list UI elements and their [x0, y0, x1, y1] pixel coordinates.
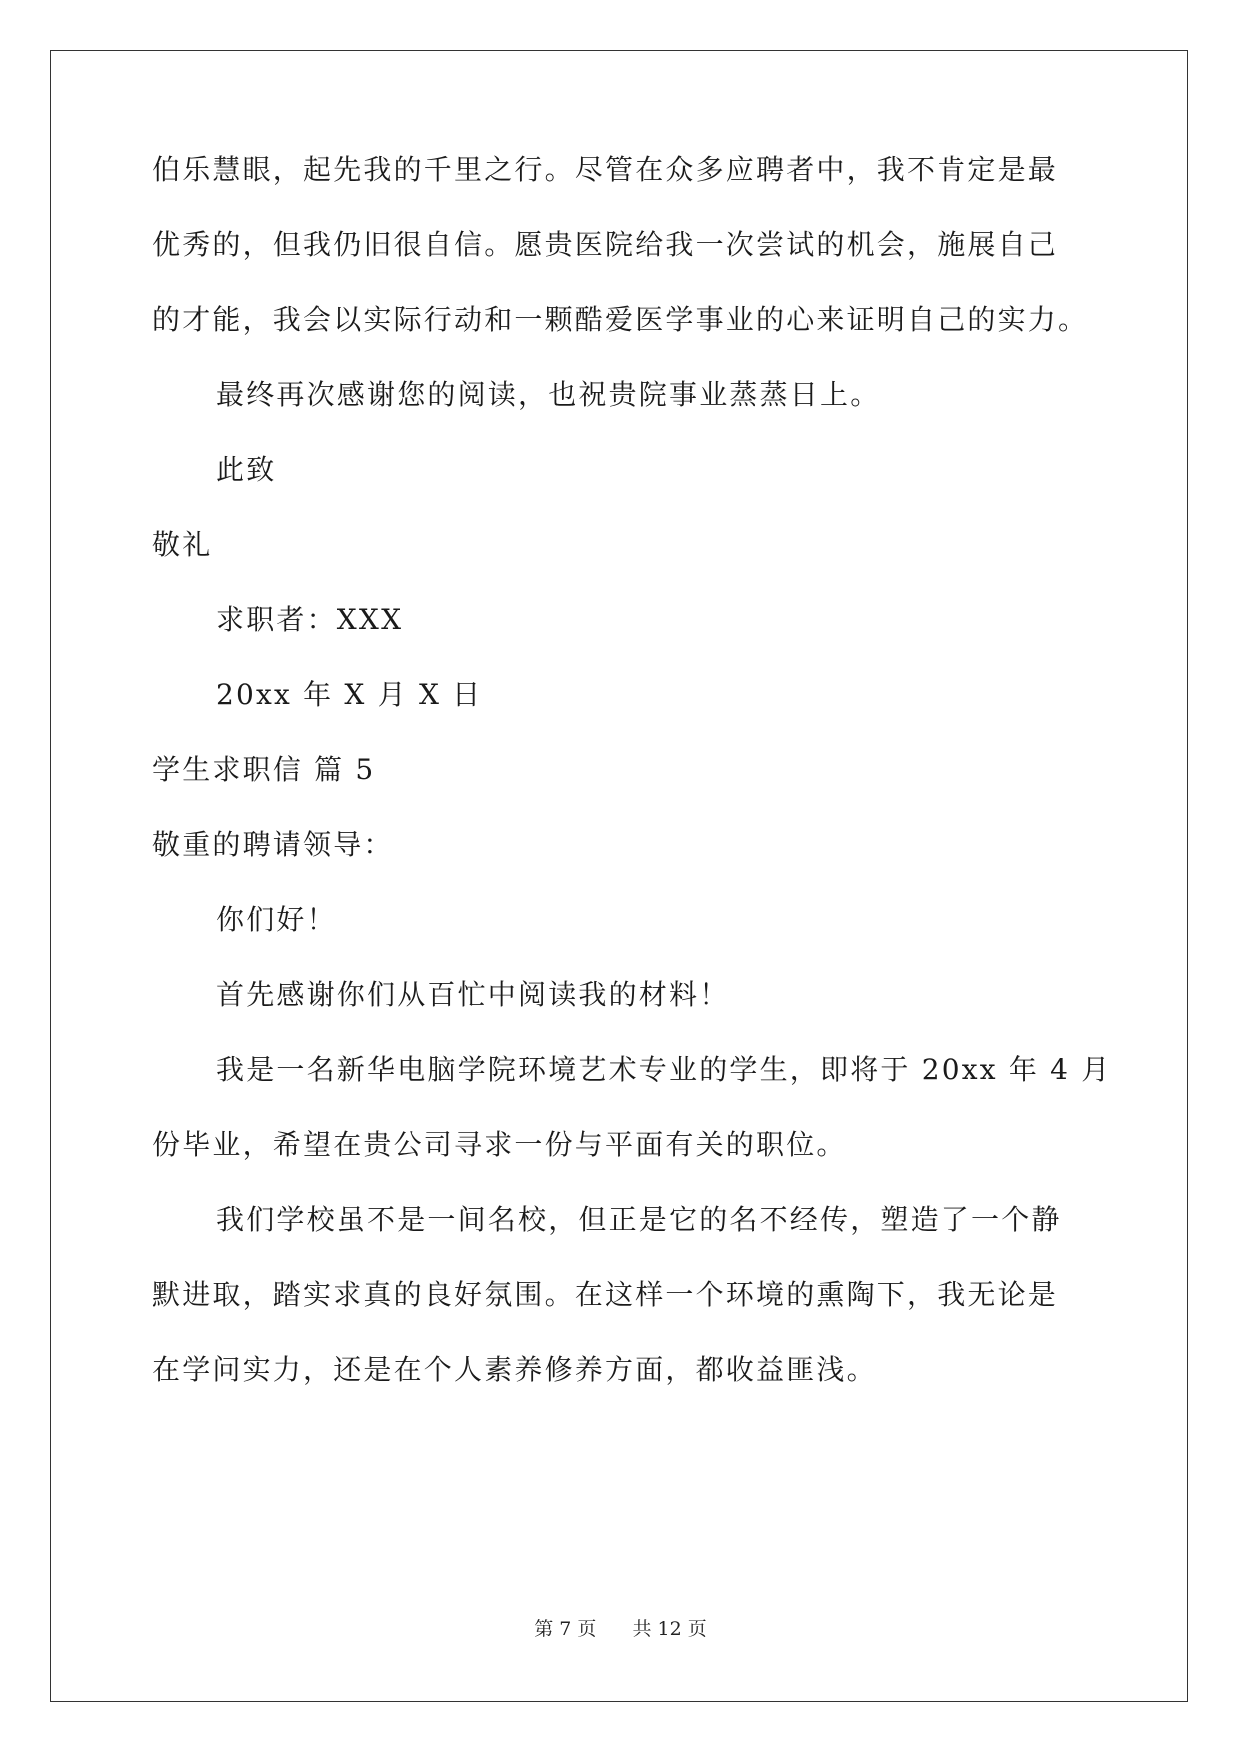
paragraph-line: 最终再次感谢您的阅读，也祝贵院事业蒸蒸日上。 [216, 378, 881, 411]
page-total: 共 12 页 [632, 1618, 707, 1640]
paragraph-line: 优秀的，但我仍旧很自信。愿贵医院给我一次尝试的机会，施展自己 [152, 228, 1059, 261]
closing-salutation: 此致 [216, 453, 277, 486]
paragraph-line: 的才能，我会以实际行动和一颗酷爱医学事业的心来证明自己的实力。 [152, 303, 1089, 336]
signature-line: 求职者：XXX [216, 603, 404, 636]
page-number: 第 7 页 [534, 1618, 597, 1640]
date-line: 20xx 年 X 月 X 日 [216, 678, 483, 711]
greeting-line: 你们好！ [216, 903, 337, 936]
closing-regards: 敬礼 [152, 528, 213, 561]
paragraph-line: 首先感谢你们从百忙中阅读我的材料！ [216, 978, 730, 1011]
paragraph-line: 伯乐慧眼，起先我的千里之行。尽管在众多应聘者中，我不肯定是最 [152, 153, 1059, 186]
paragraph-line: 我是一名新华电脑学院环境艺术专业的学生，即将于 20xx 年 4 月 [216, 1053, 1112, 1086]
greeting-line: 敬重的聘请领导： [152, 828, 394, 861]
paragraph-line: 默进取，踏实求真的良好氛围。在这样一个环境的熏陶下，我无论是 [152, 1278, 1059, 1311]
section-heading: 学生求职信 篇 5 [152, 753, 376, 786]
paragraph-line: 在学问实力，还是在个人素养修养方面，都收益匪浅。 [152, 1353, 877, 1386]
paragraph-line: 我们学校虽不是一间名校，但正是它的名不经传，塑造了一个静 [216, 1203, 1062, 1236]
paragraph-line: 份毕业，希望在贵公司寻求一份与平面有关的职位。 [152, 1128, 847, 1161]
page-footer [0, 1617, 1241, 1641]
page-border [50, 50, 1188, 1702]
